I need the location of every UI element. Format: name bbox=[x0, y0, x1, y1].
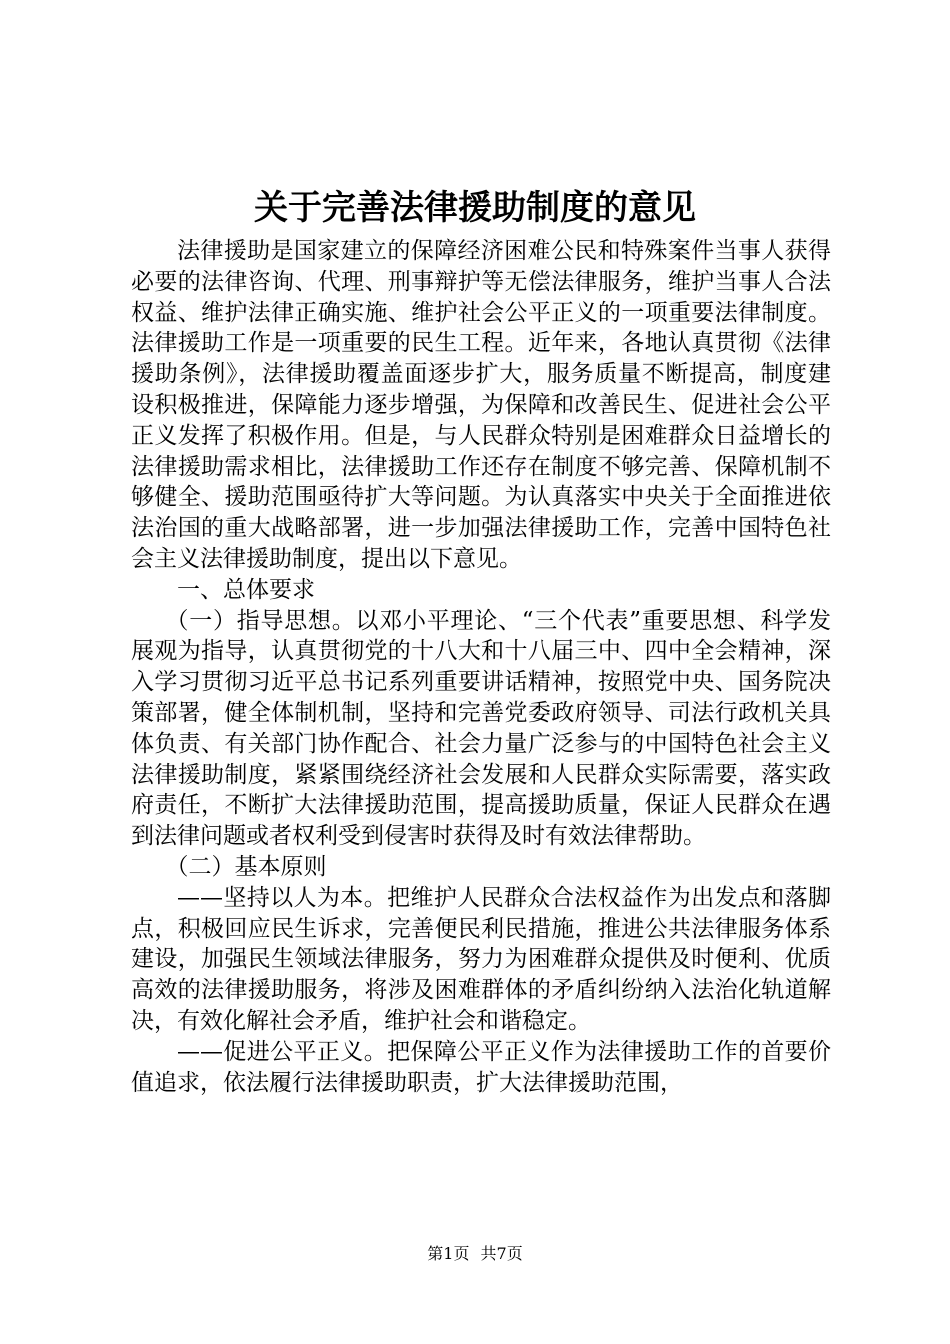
paragraph-people-oriented: ——坚持以人为本。把维护人民群众合法权益作为出发点和落脚点，积极回应民生诉求，完善便民利民措施，推进公共法律服务体系建设，加强民生领域法律服务，努力为困难群众提供及时便利、优质高效的法律援助服务，将涉及困难群体的矛盾纠纷纳入法治化轨道解决，有效化解社会矛盾，维护社会和谐稳定。 bbox=[131, 884, 831, 1034]
document-body bbox=[131, 236, 831, 1098]
page-footer bbox=[0, 1242, 950, 1266]
paragraph-intro: 法律援助是国家建立的保障经济困难公民和特殊案件当事人获得必要的法律咨询、代理、刑事辩护等无偿法律服务，维护当事人合法权益、维护法律正确实施、维护社会公平正义的一项重要法律制度。法律援助工作是一项重要的民生工程。近年来，各地认真贯彻《法律援助条例》，法律援助覆盖面逐步扩大，服务质量不断提高，制度建设积极推进，保障能力逐步增强，为保障和改善民生、促进社会公平正义发挥了积极作用。但是，与人民群众特别是困难群众日益增长的法律援助需求相比，法律援助工作还存在制度不够完善、保障机制不够健全、援助范围亟待扩大等问题。为认真落实中央关于全面推进依法治国的重大战略部署，进一步加强法律援助工作，完善中国特色社会主义法律援助制度，提出以下意见。 bbox=[131, 238, 831, 572]
subheading-basic-principles: （二）基本原则 bbox=[165, 853, 327, 880]
page-total: 共7页 bbox=[480, 1244, 523, 1263]
document-title: 关于完善法律援助制度的意见 bbox=[254, 188, 696, 228]
section-heading-general: 一、总体要求 bbox=[177, 576, 315, 603]
paragraph-fairness-justice: ——促进公平正义。把保障公平正义作为法律援助工作的首要价值追求，依法履行法律援助职责，扩大法律援助范围， bbox=[131, 1038, 831, 1096]
paragraph-guiding-ideology: （一）指导思想。以邓小平理论、“三个代表”重要思想、科学发展观为指导，认真贯彻党的十八大和十八届三中、四中全会精神，深入学习贯彻习近平总书记系列重要讲话精神，按照党中央、国务院决策部署，健全体制机制，坚持和完善党委政府领导、司法行政机关具体负责、有关部门协作配合、社会力量广泛参与的中国特色社会主义法律援助制度，紧紧围绕经济社会发展和人民群众实际需要，落实政府责任，不断扩大法律援助范围，提高援助质量，保证人民群众在遇到法律问题或者权利受到侵害时获得及时有效法律帮助。 bbox=[131, 607, 831, 850]
page-number: 第1页 bbox=[427, 1244, 470, 1263]
